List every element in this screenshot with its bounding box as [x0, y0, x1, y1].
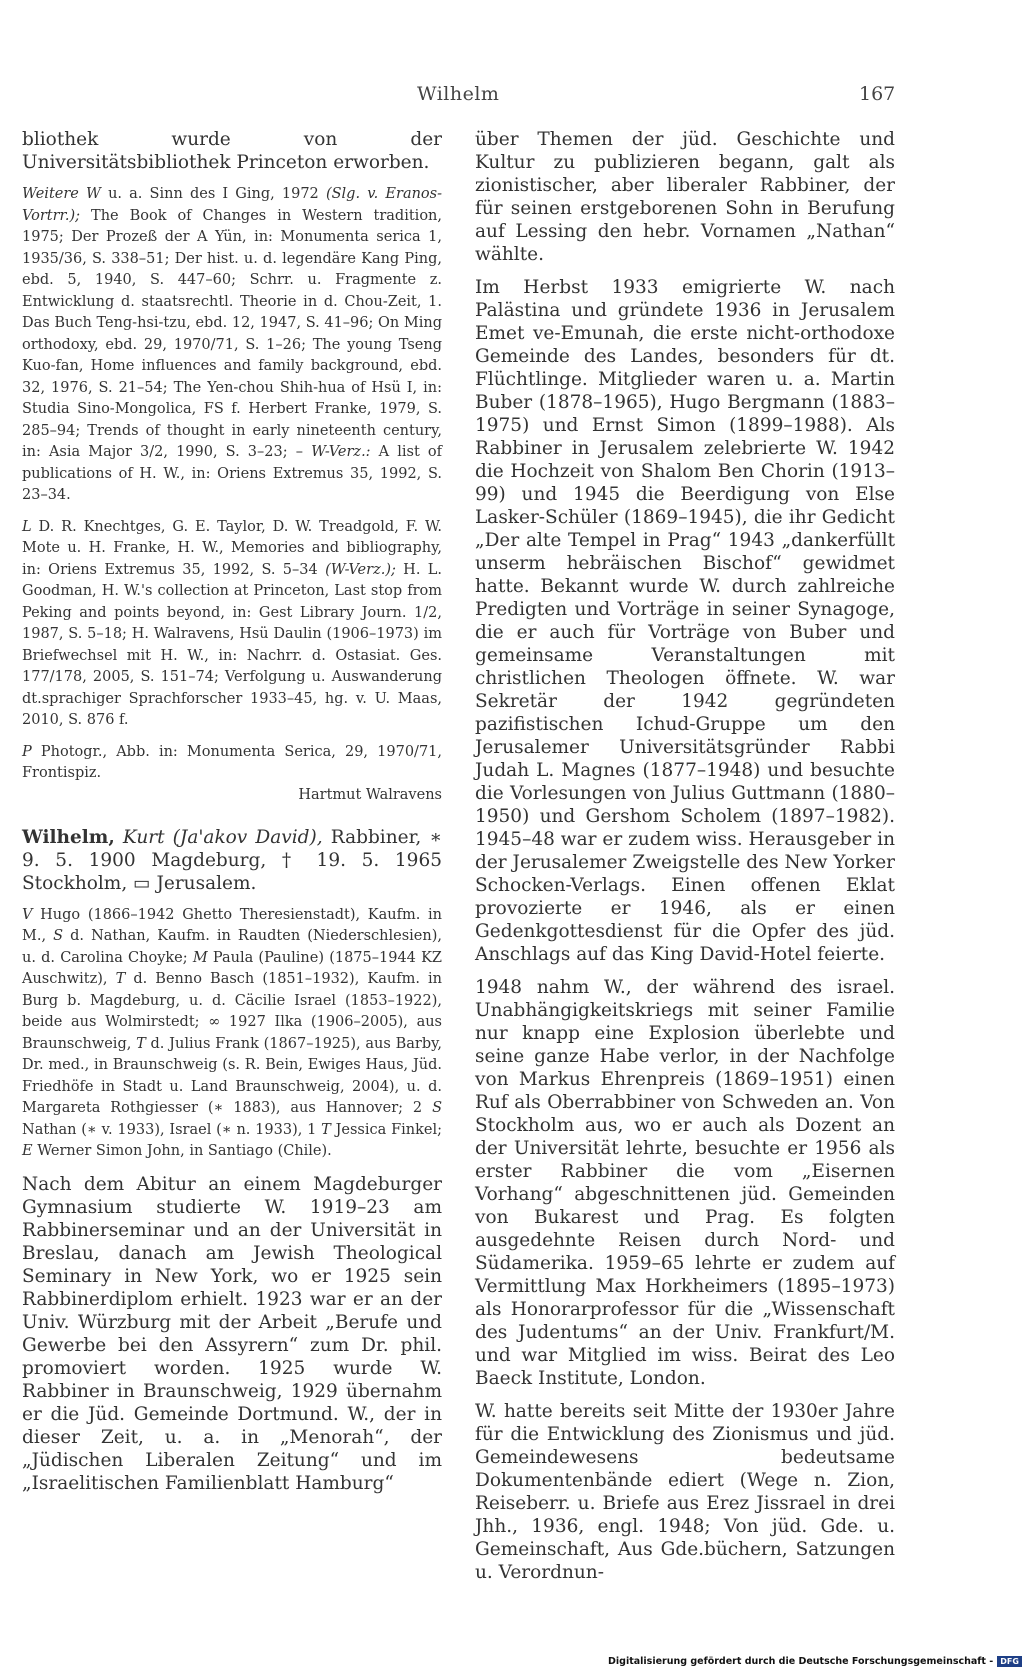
- body-paragraph: über Themen der jüd. Geschichte und Kultur zu publizieren begann, galt als zionistischer, aber liberaler Rabbiner, der für seinen erstgeborenen Sohn in Berufung auf Lessing den hebr. Vornamen „Nathan“ wählte.: [475, 129, 895, 265]
- works-text-italic: W-Verz.:: [311, 444, 371, 460]
- credit-text: Digitalisierung gefördert durch die Deutsche Forschungsgemeinschaft -: [608, 1656, 994, 1667]
- left-column: [22, 128, 442, 1495]
- genealogy-label: E: [22, 1143, 33, 1159]
- genealogy-label: V: [22, 906, 33, 923]
- genealogy-text: Jessica Finkel;: [330, 1121, 442, 1138]
- works-label: Weitere W: [22, 186, 101, 202]
- works-text: The Book of Changes in Western tradition, 1975; Der Prozeß der A Yün, in: Monumenta serica 1, 1935/36, S. 338–51; Der hist. u. d. legendäre Kang Ping, ebd. 5, 1940, S. 447–60; Schrr. u. Fragmente z. Entwicklung d. staatsrechtl. Theorie in d. Chou-Zeit, 1. Das Buch Teng-hsi-tzu, ebd. 12, 1947, S. 41–96; On Ming orthodoxy, ebd. 29, 1970/71, S. 1–26; The young Tseng Kuo-fan, Home influences and family background, ebd. 32, 1976, S. 21–54; The Yen-chou Shih-hua of Hsü I, in: Studia Sino-Mongolica, FS f. Herbert Franke, 1979, S. 285–94; Trends of thought in early nineteenth century, in: Asia Major 3/2, 1990, S. 3–23; –: [22, 207, 442, 460]
- right-column: [475, 128, 895, 1584]
- works-text-italic: (Slg. v. Eranos-Vortrr.);: [22, 186, 442, 224]
- portrait-text: Photogr., Abb. in: Monumenta Serica, 29, 1970/71, Frontispiz.: [22, 743, 442, 781]
- works-text: u. a. Sinn des I Ging, 1972: [100, 186, 326, 202]
- entry-name: Wilhelm,: [22, 826, 115, 848]
- works-text: A list of publications of H. W., in: Oriens Extremus 35, 1992, S. 23–34.: [22, 444, 442, 503]
- entry-given-names: Kurt (Ja'akov David),: [114, 826, 323, 848]
- genealogy-text: d. Nathan, Kaufm. in Raudten (Niederschlesien), u. d. Carolina Choyke;: [22, 928, 442, 966]
- genealogy-label: S: [53, 928, 64, 944]
- genealogy-text: Nathan (∗ v. 1933), Israel (∗ n. 1933), 1: [22, 1121, 322, 1138]
- body-paragraph: Nach dem Abitur an einem Magdeburger Gymnasium studierte W. 1919–23 am Rabbinerseminar und an der Universität in Breslau, danach am Jewish Theological Seminary in New York, wo er 1925 sein Rabbinerdiplom erhielt. 1923 war er an der Univ. Würzburg mit der Arbeit „Berufe und Gewerbe bei den Assyrern“ zum Dr. phil. promoviert worden. 1925 wurde W. Rabbiner in Braunschweig, 1929 übernahm er die Jüd. Gemeinde Dortmund. W., der in dieser Zeit, u. a. in „Menorah“, der „Jüdischen Liberalen Zeitung“ und im „Israelitischen Familienblatt Hamburg“: [22, 1173, 442, 1494]
- genealogy-label: S: [432, 1100, 442, 1116]
- genealogy-text: Werner Simon John, in Santiago (Chile).: [32, 1143, 332, 1159]
- works-list: [22, 184, 442, 507]
- genealogy-text: Hugo (1866–1942 Ghetto Theresienstadt), Kaufm. in M.,: [22, 906, 442, 944]
- genealogy: [22, 905, 442, 1163]
- digitization-credit: [608, 1656, 1022, 1667]
- portrait-label: P: [22, 743, 32, 760]
- genealogy-text: d. Benno Basch (1851–1932), Kaufm. in Burg b. Magdeburg, u. d. Cäcilie Israel (1853–1922), beide aus Wolmirstedt; ∞ 1927 Ilka (1906–2005), aus Braunschweig,: [22, 971, 442, 1052]
- paragraph-continued: bliothek wurde von der Universitätsbibliothek Princeton erworben.: [22, 129, 442, 173]
- body-paragraph: W. hatte bereits seit Mitte der 1930er Jahre für die Entwicklung des Zionismus und jüd. Gemeindewesens bedeutsame Dokumentenbände ediert (Wege n. Zion, Reiseberr. u. Briefe aus Erez Jissrael in drei Jhh., 1936, engl. 1948; Von jüd. Gde. u. Gemeinschaft, Aus Gde.büchern, Satzungen u. Verordnun-: [475, 1401, 895, 1583]
- literature-text: H. L. Goodman, H. W.'s collection at Princeton, Last stop from Peking and points beyond, in: Gest Library Journ. 1/2, 1987, S. 5–18; H. Walravens, Hsü Daulin (1906–1973) im Briefwechsel mit H. W., in: Nachrr. d. Ostasiat. Ges. 177/178, 2005, S. 151–74; Verfolgung u. Auswanderung dt.sprachiger Sprachforscher 1933–45, hg. v. U. Maas, 2010, S. 876 f.: [22, 561, 442, 728]
- entry-vitals: Rabbiner, ∗ 9. 5. 1900 Magdeburg, † 19. 5. 1965 Stockholm, ▭ Jerusalem.: [22, 826, 442, 894]
- literature-text-italic: (W-Verz.);: [325, 561, 396, 578]
- portrait-note: [22, 742, 442, 785]
- genealogy-label: T: [321, 1121, 331, 1138]
- dfg-logo: DFG: [997, 1656, 1022, 1667]
- genealogy-text: d. Julius Frank (1867–1925), aus Barby, Dr. med., in Braunschweig (s. R. Bein, Ewiges Haus, Jüd. Friedhöfe in Stadt u. Land Braunschweig, 2004), u. d. Margareta Rothgiesser (∗ 1883), aus Hannover; 2: [22, 1035, 442, 1116]
- body-paragraph: Im Herbst 1933 emigrierte W. nach Palästina und gründete 1936 in Jerusalem Emet ve-Emunah, die erste nicht-orthodoxe Gemeinde des Landes, besonders für dt. Flüchtlinge. Mitglieder waren u. a. Martin Buber (1878–1965), Hugo Bergmann (1883–1975) und Ernst Simon (1899–1988). Als Rabbiner in Jerusalem zelebrierte W. 1942 die Hochzeit von Shalom Ben Chorin (1913–99) und 1945 die Beerdigung von Else Lasker-Schüler (1869–1945), die ihr Gedicht „Der alte Tempel in Prag“ 1943 „dankerfüllt unserm hebräischen Bischof“ gewidmet hatte. Bekannt wurde W. durch zahlreiche Predigten und Vorträge in seiner Synagoge, die er auch für Vorträge von Buber und gemeinsame Veranstaltungen mit christlichen Theologen öffnete. W. war Sekretär der 1942 gegründeten pazifistischen Ichud-Gruppe um den Jerusalemer Universitätsgründer Rabbi Judah L. Magnes (1877–1948) und besuchte die Vorlesungen von Julius Guttmann (1880–1950) und Gershom Scholem (1897–1982). 1945–48 war er zudem wiss. Herausgeber in der Jerusalemer Zweigstelle des New Yorker Schocken-Verlags. Einen offenen Eklat provozierte er 1946, als er einen Gedenkgottesdienst für die Opfer des jüd. Anschlags auf das King David-Hotel feierte.: [475, 277, 895, 965]
- body-paragraph: 1948 nahm W., der während des israel. Unabhängigkeitskriegs mit seiner Familie nur knapp eine Explosion überlebte und seine ganze Habe verlor, in der Nachfolge von Markus Ehrenpreis (1869–1951) einen Ruf als Oberrabbiner von Schweden an. Von Stockholm aus, wo er auch als Dozent an der Universität lehrte, besuchte er 1956 als erster Rabbiner die vom „Eisernen Vorhang“ abgeschnittenen jüd. Gemeinden von Bukarest und Prag. Es folgten ausgedehnte Reisen durch Nord- und Südamerika. 1959–65 lehrte er zudem auf Vermittlung Max Horkheimers (1895–1973) als Honorarprofessor für die „Wissenschaft des Judentums“ an der Univ. Frankfurt/M. und war Mitglied im wiss. Beirat des Leo Baeck Institute, London.: [475, 977, 895, 1389]
- literature-list: [22, 517, 442, 732]
- literature-text: D. R. Knechtges, G. E. Taylor, D. W. Treadgold, F. W. Mote u. H. Franke, H. W., Memories and bibliography, in: Oriens Extremus 35, 1992, S. 5–34: [22, 518, 442, 578]
- running-header-title: Wilhelm: [417, 83, 500, 105]
- genealogy-text: Paula (Pauline) (1875–1944 KZ Auschwitz),: [22, 949, 442, 987]
- page-number: 167: [859, 83, 896, 105]
- genealogy-label: T: [136, 1035, 146, 1052]
- article-author: Hartmut Walravens: [298, 786, 442, 803]
- genealogy-label: T: [115, 971, 126, 987]
- entry-heading: [22, 826, 442, 895]
- literature-label: L: [22, 518, 32, 535]
- genealogy-label: M: [192, 949, 208, 966]
